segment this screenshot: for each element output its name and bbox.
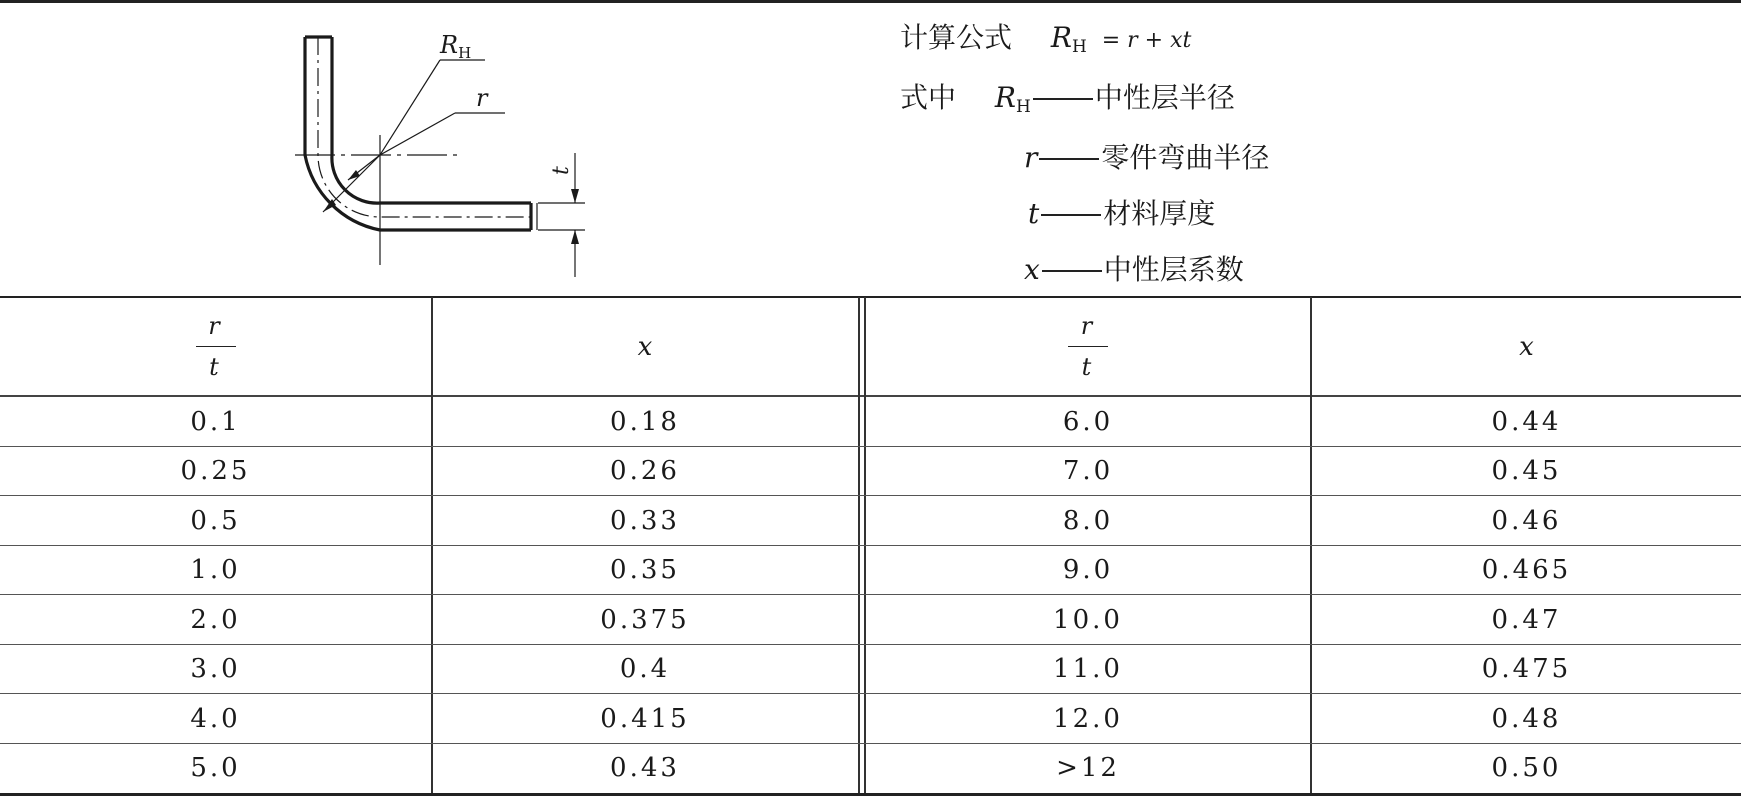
def-rh-line [900, 76, 1235, 117]
ratio-cell: 0.5 [190, 505, 241, 536]
ratio-cell: 6.0 [1062, 406, 1114, 437]
x-cell: 0.47 [1491, 604, 1562, 635]
label-rh-sub: H [458, 44, 472, 62]
x-cell: 0.415 [600, 703, 690, 734]
label-rh-main: R [440, 31, 459, 59]
def-x-symbol: x [1024, 253, 1040, 286]
formula-label: 计算公式 [900, 21, 1013, 54]
ratio-cell: 8.0 [1062, 505, 1114, 536]
def-r-dash [1039, 158, 1099, 160]
ratio-cell: 5.0 [190, 753, 241, 784]
def-rh-symbol: $R_H$ [994, 81, 1031, 117]
x-cell: 0.375 [600, 604, 690, 635]
ratio-cell: 12.0 [1053, 703, 1123, 734]
ratio-cell: 2.0 [190, 604, 241, 635]
formula-lhs: $R_H$ [1050, 21, 1087, 57]
x-cell: 0.33 [610, 505, 680, 536]
def-x-text: 中性层系数 [1103, 253, 1244, 286]
def-r-symbol: r [1024, 141, 1038, 174]
x-cell: 0.46 [1491, 505, 1562, 536]
x-cell: 0.44 [1491, 406, 1562, 437]
neutral-line [318, 37, 531, 217]
def-t-line [1028, 192, 1215, 232]
ratio-numerator: r [1080, 311, 1096, 340]
header-ratio-left [0, 298, 431, 395]
part-inner-contour [332, 37, 531, 203]
bend-diagram [280, 15, 610, 285]
def-rh-text: 中性层半径 [1094, 81, 1235, 114]
ratio-cell: 3.0 [190, 654, 241, 685]
label-t: t [549, 166, 574, 175]
def-rh-dash [1033, 98, 1093, 100]
def-t-dash [1041, 214, 1101, 216]
formula-line [900, 16, 1191, 57]
ratio-cell: 0.1 [190, 406, 241, 437]
top-rule [0, 0, 1741, 3]
ratio-cell: 10.0 [1053, 604, 1123, 635]
ratio-denominator: t [1081, 353, 1095, 382]
header-x-right: x [1519, 331, 1534, 362]
x-cell: 0.465 [1481, 555, 1572, 586]
label-r: r [476, 84, 488, 112]
def-x-dash [1042, 270, 1102, 272]
def-x-line [1024, 248, 1244, 288]
x-cell: 0.43 [610, 753, 680, 784]
header-x-left: x [637, 331, 653, 362]
x-cell: 0.45 [1491, 456, 1562, 487]
ratio-cell: 9.0 [1062, 555, 1114, 586]
def-r-line [1024, 136, 1269, 176]
ratio-numerator: r [208, 311, 223, 340]
x-cell: 0.26 [610, 456, 680, 487]
ratio-denominator: t [209, 353, 222, 382]
def-r-text: 零件弯曲半径 [1101, 141, 1270, 174]
where-label: 式中 [900, 81, 957, 114]
formula-rhs: = r + xt [1101, 28, 1192, 53]
ratio-cell: 0.25 [180, 456, 251, 487]
header-ratio-right [866, 298, 1310, 395]
def-t-text: 材料厚度 [1103, 197, 1216, 230]
ratio-cell: 11.0 [1053, 654, 1123, 685]
ratio-cell: 1.0 [190, 555, 241, 586]
x-cell: 0.35 [610, 555, 680, 586]
ratio-cell: 4.0 [190, 703, 241, 734]
label-rh [439, 31, 471, 62]
ratio-cell: 7.0 [1062, 456, 1114, 487]
x-cell: 0.50 [1491, 753, 1562, 784]
def-t-symbol: t [1028, 197, 1040, 230]
formula-legend [900, 10, 1500, 290]
x-cell: 0.48 [1491, 703, 1562, 734]
x-cell: 0.18 [610, 406, 680, 437]
x-cell: 0.475 [1481, 654, 1572, 685]
ratio-cell: >12 [1056, 753, 1120, 784]
x-cell: 0.4 [619, 654, 671, 685]
